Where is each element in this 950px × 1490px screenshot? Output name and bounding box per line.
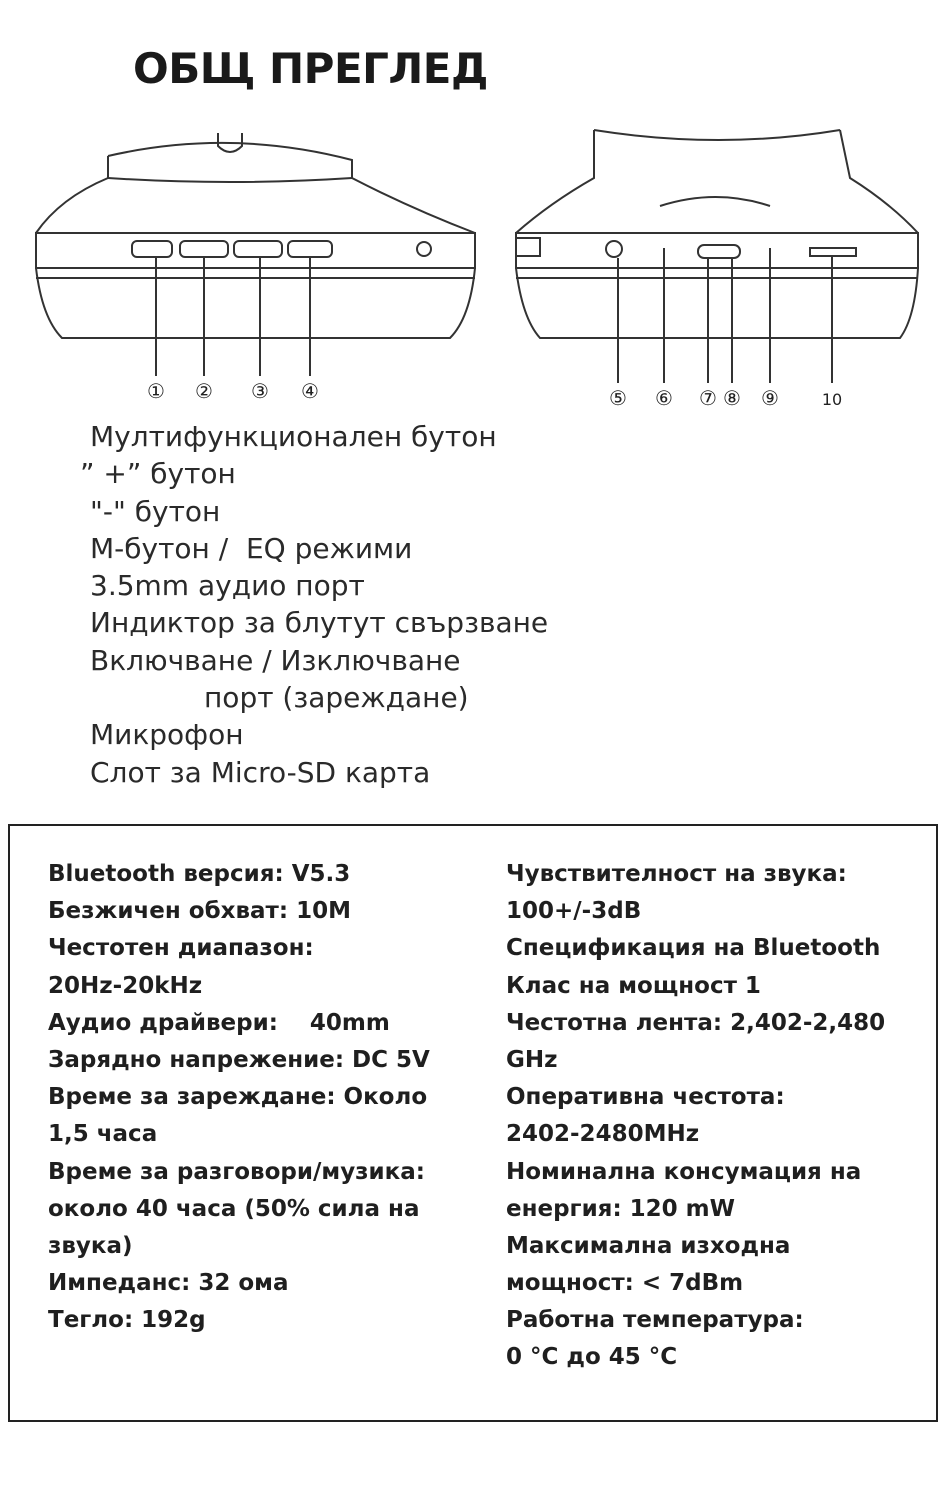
right-earcup-illustration: [516, 130, 918, 383]
feature-item: Включване / Изключване: [90, 643, 461, 677]
spec-line: 20Hz-20kHz: [48, 972, 203, 999]
specifications-box: [8, 824, 938, 1422]
callout-2: ②: [195, 379, 213, 403]
spec-line: Номинална консумация на: [506, 1158, 862, 1185]
callout-5: ⑤: [609, 386, 627, 410]
spec-line: звука): [48, 1232, 133, 1259]
callout-9: ⑨: [761, 386, 779, 410]
spec-line: Оперативна честота:: [506, 1084, 785, 1111]
callout-4: ④: [301, 379, 319, 403]
callout-7: ⑦: [699, 386, 717, 410]
spec-line: Време за зареждане: Около: [48, 1084, 428, 1111]
feature-list: [80, 418, 548, 791]
feature-item: "-" бутон: [90, 494, 221, 528]
spec-line: Аудио драйвери: 40mm: [48, 1009, 390, 1036]
spec-line: 1,5 часа: [48, 1121, 158, 1148]
callout-1: ①: [147, 379, 165, 403]
spec-line: Работна температура:: [506, 1307, 804, 1334]
spec-line: Време за разговори/музика:: [48, 1158, 425, 1185]
page-title: ОБЩ ПРЕГЛЕД: [133, 44, 488, 93]
specs-right-column: [506, 856, 926, 1377]
left-earcup-illustration: [36, 133, 475, 376]
spec-line: мощност: < 7dBm: [506, 1270, 744, 1297]
spec-line: Bluetooth версия: V5.3: [48, 861, 351, 887]
spec-line: около 40 часа (50% сила на: [48, 1195, 420, 1222]
callout-3: ③: [251, 379, 269, 403]
spec-line: Тегло: 192g: [48, 1307, 206, 1334]
feature-item: Мултифункционален бутон: [90, 420, 497, 453]
spec-line: 100+/-3dB: [506, 898, 642, 925]
spec-line: енергия: 120 mW: [506, 1195, 736, 1222]
spec-line: Клас на мощност 1: [506, 972, 761, 999]
spec-line: GHz: [506, 1046, 558, 1073]
callout-8: ⑧: [723, 386, 741, 410]
spec-line: 0 °C до 45 °C: [506, 1344, 678, 1371]
spec-line: Зарядно напрежение: DC 5V: [48, 1046, 430, 1073]
spec-line: Чувствителност на звука:: [506, 861, 847, 887]
feature-item: Индиктор за блутут свързване: [90, 606, 549, 640]
feature-item: М-бутон / EQ режими: [90, 531, 413, 565]
specs-left-column: [48, 856, 468, 1339]
spec-line: 2402-2480MHz: [506, 1121, 700, 1148]
headphone-diagram: [0, 118, 950, 418]
feature-item: порт (зареждане): [204, 681, 469, 715]
spec-line: Импеданс: 32 ома: [48, 1270, 289, 1297]
callout-10: 10: [821, 390, 843, 409]
spec-line: Честотна лента: 2,402-2,480: [506, 1009, 886, 1036]
feature-item: 3.5mm аудио порт: [90, 569, 365, 603]
feature-item: ” +” бутон: [80, 457, 236, 491]
callout-6: ⑥: [655, 386, 673, 410]
feature-item: Микрофон: [90, 718, 244, 752]
spec-line: Спецификация на Bluetooth: [506, 935, 881, 962]
spec-line: Честотен диапазон:: [48, 935, 314, 962]
spec-line: Безжичен обхват: 10M: [48, 898, 351, 925]
feature-item: Слот за Micro-SD карта: [90, 755, 431, 789]
spec-line: Максимална изходна: [506, 1232, 791, 1259]
